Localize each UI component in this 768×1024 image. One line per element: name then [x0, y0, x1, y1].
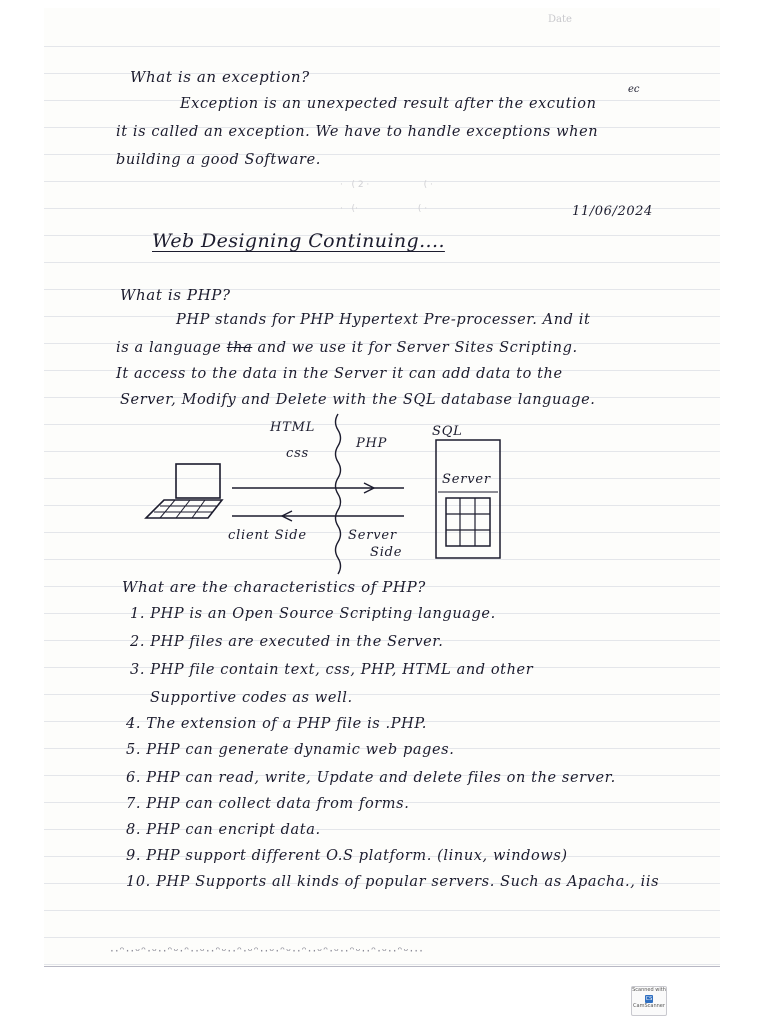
diagram-label-server-side-1: Server: [348, 528, 397, 543]
diagram-label-server: Server: [442, 472, 491, 487]
php-line-3: It access to the data in the Server it can add data to the: [116, 366, 563, 382]
keyboard-grid-line: [176, 500, 190, 518]
scanner-brand: CamScanner: [633, 1003, 665, 1009]
struck-word: tha: [226, 340, 253, 356]
client-server-divider: [336, 414, 341, 574]
diagram-label-html: HTML: [270, 420, 316, 435]
list-item: 4. The extension of a PHP file is .PHP.: [126, 716, 427, 732]
page-heading: Web Designing Continuing....: [152, 230, 445, 252]
server-rack: [446, 498, 490, 546]
laptop-screen: [176, 464, 220, 498]
list-item: 9. PHP support different O.S platform. (linux, windows): [126, 848, 568, 864]
laptop-keyboard: [146, 500, 222, 518]
list-item: 8. PHP can encript data.: [126, 822, 321, 838]
exception-question: What is an exception?: [130, 68, 310, 86]
diagram-label-php: PHP: [356, 436, 388, 451]
page-date-mark: Date: [548, 14, 572, 25]
keyboard-grid-line: [192, 500, 205, 518]
spelling-correction: ec: [628, 84, 640, 95]
php-line-2-end: and we use it for Server Sites Scripting.: [252, 340, 578, 356]
diagram-label-client-side: client Side: [228, 528, 307, 543]
diagram-label-sql: SQL: [432, 424, 463, 439]
php-line-4: Server, Modify and Delete with the SQL database language.: [120, 392, 596, 408]
php-line-2-start: is a language: [116, 340, 227, 356]
illegible-scribble: ··ᵔ··ᵕᵔ·ᵕ··ᵔᵕ·ᵔ··ᵕ··ᵔᵕ··ᵔ·ᵕᵔ··ᵕ·ᵔᵕ··ᵔ··ᵕᵔ·ᵕ··ᵔᵕ··ᵔ·ᵕ··ᵔᵕ···: [110, 944, 424, 958]
diagram-label-server-side-2: Side: [370, 545, 403, 560]
camscanner-icon: CS: [645, 996, 653, 1002]
list-item: 6. PHP can read, write, Update and delete files on the server.: [126, 770, 616, 786]
exception-line-2: it is called an exception. We have to handle exceptions when: [116, 124, 599, 140]
scanner-watermark: [631, 986, 667, 1016]
exception-line-3: building a good Software.: [116, 152, 321, 168]
characteristics-question: What are the characteristics of PHP?: [122, 578, 426, 596]
exception-line-1: Exception is an unexpected result after the excution: [180, 96, 597, 112]
list-item: Supportive codes as well.: [150, 690, 353, 706]
list-item: 7. PHP can collect data from forms.: [126, 796, 410, 812]
scanner-text: Scanned with: [632, 987, 666, 993]
bleed-through-mark: · ( 2 · ( ·: [340, 180, 433, 190]
list-item: 5. PHP can generate dynamic web pages.: [126, 742, 455, 758]
php-line-1: PHP stands for PHP Hypertext Pre-processer. And it: [176, 312, 591, 328]
diagram-label-css: css: [286, 446, 310, 461]
list-item: 3. PHP file contain text, css, PHP, HTML and other: [130, 662, 534, 678]
bleed-through-mark: · (· ( ·: [340, 204, 428, 214]
php-question: What is PHP?: [120, 286, 231, 304]
entry-date: 11/06/2024: [572, 204, 653, 219]
list-item: 1. PHP is an Open Source Scripting language.: [130, 606, 496, 622]
list-item: 10. PHP Supports all kinds of popular servers. Such as Apacha., iis: [126, 874, 660, 890]
list-item: 2. PHP files are executed in the Server.: [130, 634, 444, 650]
